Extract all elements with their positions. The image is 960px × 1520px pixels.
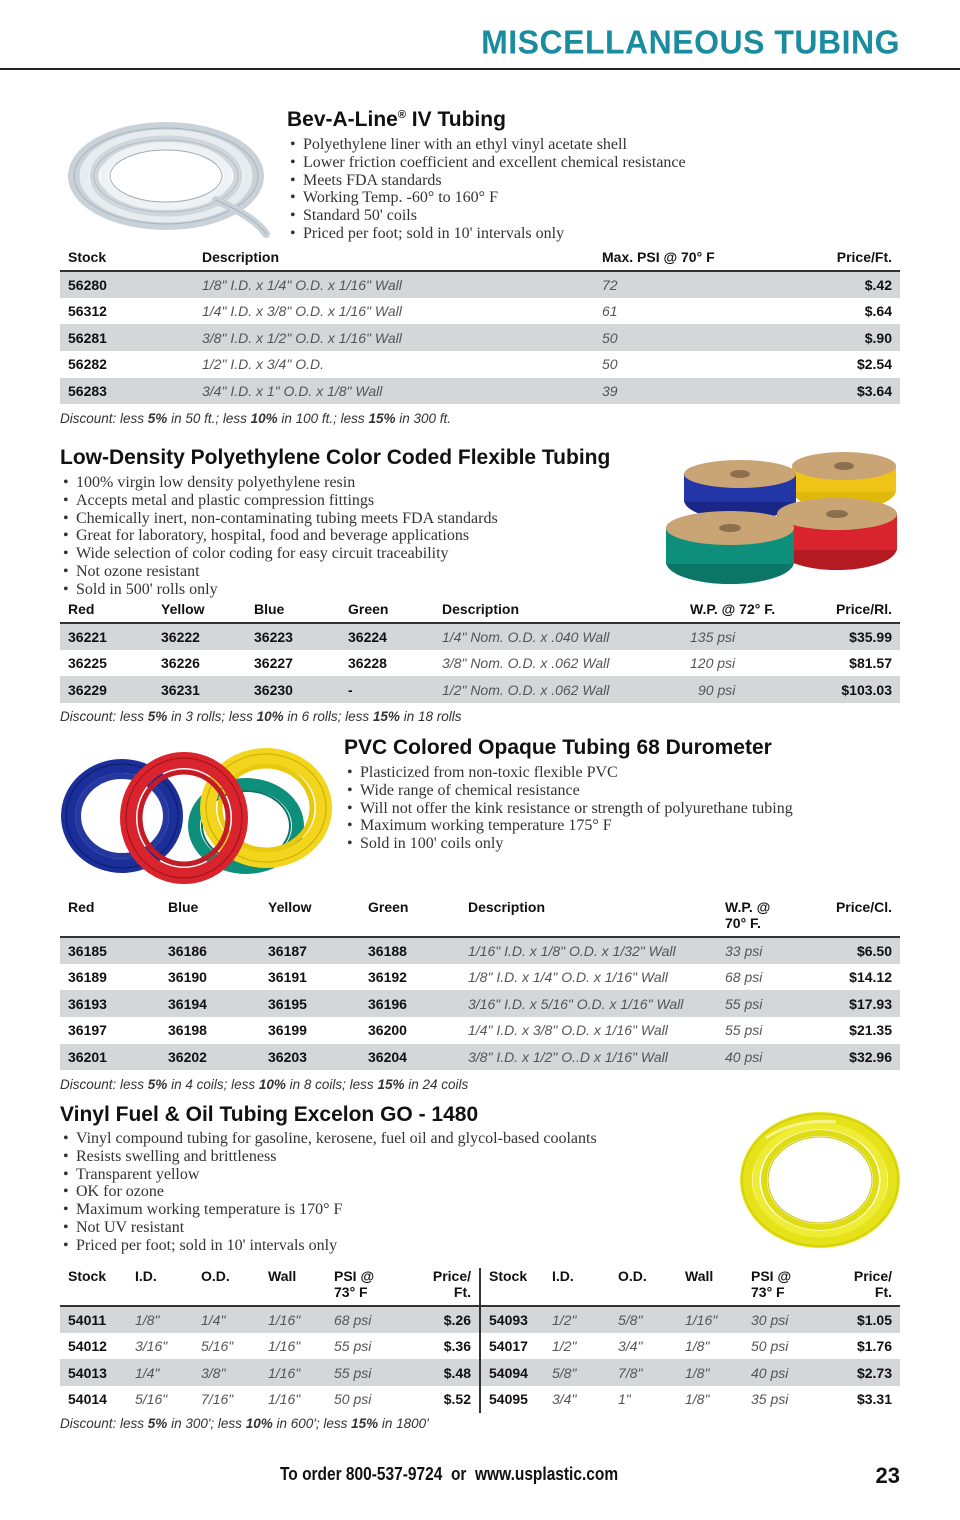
table-row: [60, 271, 900, 298]
description-cell: 3/4" I.D. x 1" O.D. x 1/8" Wall: [194, 378, 594, 405]
stock-cell: 56281: [60, 324, 194, 351]
list-item: • Priced per foot; sold in 10' intervals only: [290, 225, 686, 243]
green-stock-cell: 36224: [340, 623, 434, 650]
red-stock-cell: 36185: [60, 937, 160, 964]
table-row: [60, 324, 900, 351]
stock-cell: 54093: [480, 1306, 544, 1333]
outer-diameter-cell: 7/16": [201, 1391, 234, 1408]
psi-cell: 50: [594, 324, 764, 351]
list-item: • Meets FDA standards: [290, 172, 686, 190]
column-header: Blue: [160, 899, 260, 937]
inner-diameter-cell: 1/2": [544, 1306, 610, 1333]
description-cell: 1/4" Nom. O.D. x .040 Wall: [434, 623, 682, 650]
column-header: Price/Rl.: [800, 601, 900, 623]
price-cell: $.64: [864, 303, 892, 320]
list-item: • Sold in 100' coils only: [347, 835, 793, 853]
price-cell: $3.64: [764, 378, 900, 405]
list-item: • OK for ozone: [63, 1183, 597, 1201]
stock-cell: 54011: [60, 1306, 127, 1333]
column-header: Stock: [60, 249, 194, 271]
price-cell: $3.31: [856, 1391, 892, 1408]
working-pressure-cell: 33 psi: [717, 937, 812, 964]
green-stock-cell: 36188: [360, 937, 460, 964]
column-header: Wall: [677, 1268, 743, 1306]
pvc-feature-list: [347, 764, 793, 853]
vinyl-price-table: [60, 1268, 900, 1413]
stock-cell: 56282: [68, 356, 107, 373]
list-item: • Chemically inert, non-contaminating tubing meets FDA standards: [63, 510, 498, 528]
column-header: Stock: [60, 1268, 127, 1306]
page-header: [0, 0, 960, 72]
list-item: • Great for laboratory, hospital, food and beverage applications: [63, 527, 498, 545]
vinyl-section-title: Vinyl Fuel & Oil Tubing Excelon GO - 1480: [60, 1103, 479, 1126]
column-header-line: W.P. @: [725, 899, 771, 915]
green-stock-cell: -: [340, 676, 434, 703]
blue-stock-cell: 36202: [160, 1044, 260, 1071]
column-header-line: Ft.: [453, 1284, 471, 1300]
psi-cell: 55 psi: [326, 1359, 398, 1386]
ldpe-discount-note: Discount: less 5% in 3 rolls; less 10% in 6 rolls; less 15% in 18 rolls: [60, 709, 462, 724]
column-header: Yellow: [153, 601, 246, 623]
column-header: O.D.: [193, 1268, 260, 1306]
stock-cell: 54017: [489, 1338, 528, 1355]
red-stock-cell: 36197: [68, 1022, 107, 1039]
psi-cell: 30 psi: [743, 1306, 815, 1333]
working-pressure-cell: 90 psi: [682, 676, 800, 703]
yellow-fuel-tubing-coil-image: [736, 1108, 902, 1252]
description-cell: 3/16" I.D. x 5/16" O.D. x 1/16" Wall: [460, 990, 717, 1017]
yellow-stock-cell: 36199: [268, 1022, 307, 1039]
page-title: MISCELLANEOUS TUBING: [481, 23, 900, 61]
column-header: Green: [340, 601, 434, 623]
price-cell: $.36: [398, 1333, 480, 1360]
column-header: Description: [434, 601, 682, 623]
pvc-discount-note: Discount: less 5% in 4 coils; less 10% in 8 coils; less 15% in 24 coils: [60, 1077, 469, 1092]
stock-cell: 54014: [68, 1391, 107, 1408]
pvc-tubing-coils-image: [60, 738, 332, 888]
stock-cell: 54095: [489, 1391, 528, 1408]
description-cell: 3/8" Nom. O.D. x .062 Wall: [442, 655, 610, 672]
table-row: [60, 990, 900, 1017]
list-item: • Not UV resistant: [63, 1219, 597, 1237]
column-header: [398, 1268, 480, 1306]
table-header-row: [60, 1268, 900, 1306]
inner-diameter-cell: 1/4": [127, 1359, 193, 1386]
stock-cell: 56283: [60, 378, 194, 405]
list-item: • Priced per foot; sold in 10' intervals only: [63, 1237, 597, 1255]
price-cell: $17.93: [812, 990, 900, 1017]
description-cell: 1/4" I.D. x 3/8" O.D. x 1/16" Wall: [202, 303, 402, 320]
list-item: • Wide range of chemical resistance: [347, 782, 793, 800]
vinyl-discount-note: Discount: less 5% in 300'; less 10% in 600'; less 15% in 1800': [60, 1416, 429, 1431]
bev-price-table: [60, 249, 900, 404]
clear-tubing-coil-image: [66, 108, 272, 238]
price-cell: $2.54: [856, 356, 892, 373]
psi-cell: 50: [602, 356, 618, 373]
table-row: [60, 1306, 900, 1333]
blue-stock-cell: 36230: [246, 676, 340, 703]
description-cell: 1/16" I.D. x 1/8" O.D. x 1/32" Wall: [460, 937, 717, 964]
green-stock-cell: 36192: [368, 969, 407, 986]
ldpe-price-table: [60, 601, 900, 703]
table-row: [60, 1359, 900, 1386]
description-cell: 1/2" Nom. O.D. x .062 Wall: [434, 676, 682, 703]
column-header-line: 73° F: [334, 1284, 368, 1300]
red-stock-cell: 36189: [68, 969, 107, 986]
outer-diameter-cell: 7/8": [610, 1359, 677, 1386]
pvc-section-title: PVC Colored Opaque Tubing 68 Durometer: [344, 736, 772, 759]
column-header: Green: [360, 899, 460, 937]
list-item: • Polyethylene liner with an ethyl vinyl acetate shell: [290, 136, 686, 154]
column-header: [326, 1268, 398, 1306]
outer-diameter-cell: 1/4": [193, 1306, 260, 1333]
table-row: [60, 298, 900, 325]
description-cell: 3/8" I.D. x 1/2" O.D. x 1/16" Wall: [194, 324, 594, 351]
inner-diameter-cell: 1/8": [127, 1306, 193, 1333]
description-cell: 1/2" I.D. x 3/4" O.D.: [202, 356, 324, 373]
column-header: [717, 899, 812, 937]
column-header: [743, 1268, 815, 1306]
list-item: • Standard 50' coils: [290, 207, 686, 225]
wall-cell: 1/16": [677, 1306, 743, 1333]
psi-cell: 72: [594, 271, 764, 298]
working-pressure-cell: 135 psi: [682, 623, 800, 650]
column-header: Stock: [480, 1268, 544, 1306]
yellow-stock-cell: 36195: [260, 990, 360, 1017]
blue-stock-cell: 36198: [168, 1022, 207, 1039]
column-header: Yellow: [260, 899, 360, 937]
outer-diameter-cell: 3/4": [618, 1338, 643, 1355]
table-row: [60, 650, 900, 677]
wall-cell: 1/8": [685, 1391, 710, 1408]
list-item: • Maximum working temperature 175° F: [347, 817, 793, 835]
bev-feature-list: [290, 136, 686, 243]
description-cell: 1/8" I.D. x 1/4" O.D. x 1/16" Wall: [468, 969, 668, 986]
price-cell: $.26: [398, 1306, 480, 1333]
ldpe-section-title: Low-Density Polyethylene Color Coded Flexible Tubing: [60, 446, 611, 469]
outer-diameter-cell: 3/8": [193, 1359, 260, 1386]
column-header-line: Price/: [432, 1268, 471, 1284]
column-header-line: 70° F.: [725, 915, 761, 931]
price-cell: $6.50: [812, 937, 900, 964]
working-pressure-cell: 40 psi: [717, 1044, 812, 1071]
list-item: • 100% virgin low density polyethylene resin: [63, 474, 498, 492]
wall-cell: 1/8": [677, 1359, 743, 1386]
bev-section-title: Bev-A-Line® IV Tubing: [287, 108, 506, 131]
description-cell: 1/8" I.D. x 1/4" O.D. x 1/16" Wall: [194, 271, 594, 298]
header-divider: [0, 68, 960, 70]
stock-cell: 54094: [480, 1359, 544, 1386]
working-pressure-cell: 68 psi: [725, 969, 763, 986]
list-item: • Sold in 500' rolls only: [63, 581, 498, 599]
blue-stock-cell: 36186: [160, 937, 260, 964]
psi-cell: 61: [602, 303, 618, 320]
list-item: • Vinyl compound tubing for gasoline, kerosene, fuel oil and glycol-based coolants: [63, 1130, 597, 1148]
yellow-stock-cell: 36191: [268, 969, 307, 986]
column-header: I.D.: [544, 1268, 610, 1306]
order-info: [280, 1464, 618, 1485]
psi-cell: 40 psi: [743, 1359, 815, 1386]
price-cell: $1.05: [815, 1306, 900, 1333]
psi-cell: 68 psi: [326, 1306, 398, 1333]
outer-diameter-cell: 5/8": [610, 1306, 677, 1333]
list-item: • Transparent yellow: [63, 1166, 597, 1184]
list-item: • Not ozone resistant: [63, 563, 498, 581]
column-header: Description: [460, 899, 717, 937]
psi-cell: 50 psi: [751, 1338, 789, 1355]
column-header: Wall: [260, 1268, 326, 1306]
yellow-stock-cell: 36222: [153, 623, 246, 650]
inner-diameter-cell: 5/16": [135, 1391, 168, 1408]
table-row: [60, 676, 900, 703]
column-header-line: PSI @: [751, 1268, 792, 1284]
column-header: O.D.: [610, 1268, 677, 1306]
table-row: [60, 378, 900, 405]
bev-discount-note: Discount: less 5% in 50 ft.; less 10% in 100 ft.; less 15% in 300 ft.: [60, 411, 452, 426]
price-cell: $.42: [764, 271, 900, 298]
column-header: Red: [60, 899, 160, 937]
red-stock-cell: 36201: [60, 1044, 160, 1071]
outer-diameter-cell: 1": [618, 1391, 631, 1408]
green-stock-cell: 36228: [348, 655, 387, 672]
price-cell: $21.35: [849, 1022, 892, 1039]
description-cell: 3/8" I.D. x 1/2" O..D x 1/16" Wall: [460, 1044, 717, 1071]
green-stock-cell: 36204: [360, 1044, 460, 1071]
website-link[interactable]: www.usplastic.com: [475, 1464, 619, 1484]
price-cell: $103.03: [800, 676, 900, 703]
vinyl-feature-list: [63, 1130, 597, 1255]
wall-cell: 1/16": [260, 1306, 326, 1333]
column-header: I.D.: [127, 1268, 193, 1306]
column-header-line: Price/: [853, 1268, 892, 1284]
column-header-line: 73° F: [751, 1284, 785, 1300]
table-row: [60, 623, 900, 650]
price-cell: $81.57: [849, 655, 892, 672]
green-stock-cell: 36200: [368, 1022, 407, 1039]
column-header: Price/Ft.: [764, 249, 900, 271]
price-cell: $32.96: [812, 1044, 900, 1071]
order-or: or: [450, 1464, 467, 1484]
blue-stock-cell: 36190: [168, 969, 207, 986]
list-item: • Accepts metal and plastic compression fittings: [63, 492, 498, 510]
ldpe-feature-list: [63, 474, 498, 599]
list-item: • Will not offer the kink resistance or strength of polyurethane tubing: [347, 800, 793, 818]
yellow-stock-cell: 36231: [153, 676, 246, 703]
stock-cell: 56312: [68, 303, 107, 320]
color-coded-tubing-rolls-image: [662, 448, 902, 586]
working-pressure-cell: 55 psi: [717, 990, 812, 1017]
table-row: [60, 1044, 900, 1071]
table-row: [60, 964, 900, 991]
column-header-line: Ft.: [874, 1284, 892, 1300]
blue-stock-cell: 36227: [254, 655, 293, 672]
wall-cell: 1/16": [268, 1391, 301, 1408]
inner-diameter-cell: 1/2": [552, 1338, 577, 1355]
table-row: [60, 1333, 900, 1360]
list-item: • Working Temp. -60° to 160° F: [290, 189, 686, 207]
inner-diameter-cell: 5/8": [544, 1359, 610, 1386]
table-header-row: [60, 899, 900, 937]
price-cell: $.52: [398, 1386, 480, 1413]
stock-cell: 54012: [68, 1338, 107, 1355]
column-header: W.P. @ 72° F.: [682, 601, 800, 623]
pvc-price-table: [60, 899, 900, 1070]
column-header: Max. PSI @ 70° F: [594, 249, 764, 271]
wall-cell: 1/16": [260, 1359, 326, 1386]
column-header: Description: [194, 249, 594, 271]
stock-cell: 54013: [60, 1359, 127, 1386]
red-stock-cell: 36229: [60, 676, 153, 703]
price-cell: $2.73: [815, 1359, 900, 1386]
red-stock-cell: 36221: [60, 623, 153, 650]
psi-cell: 39: [594, 378, 764, 405]
table-header-row: [60, 601, 900, 623]
column-header-line: PSI @: [334, 1268, 375, 1284]
list-item: • Maximum working temperature is 170° F: [63, 1201, 597, 1219]
price-cell: $14.12: [849, 969, 892, 986]
psi-cell: 35 psi: [751, 1391, 789, 1408]
yellow-stock-cell: 36203: [260, 1044, 360, 1071]
price-cell: $.90: [764, 324, 900, 351]
page-number: 23: [875, 1463, 900, 1488]
list-item: • Resists swelling and brittleness: [63, 1148, 597, 1166]
psi-cell: 50 psi: [334, 1391, 372, 1408]
working-pressure-cell: 55 psi: [725, 1022, 763, 1039]
blue-stock-cell: 36194: [160, 990, 260, 1017]
stock-cell: 56280: [60, 271, 194, 298]
order-phone: To order 800-537-9724: [280, 1464, 443, 1484]
table-row: [60, 1017, 900, 1044]
yellow-stock-cell: 36226: [161, 655, 200, 672]
table-row: [60, 351, 900, 378]
table-row: [60, 1386, 900, 1413]
inner-diameter-cell: 3/4": [552, 1391, 577, 1408]
description-cell: 1/4" I.D. x 3/8" O.D. x 1/16" Wall: [468, 1022, 668, 1039]
table-row: [60, 937, 900, 964]
column-header: [815, 1268, 900, 1306]
red-stock-cell: 36193: [60, 990, 160, 1017]
list-item: • Lower friction coefficient and excellent chemical resistance: [290, 154, 686, 172]
table-header-row: [60, 249, 900, 271]
wall-cell: 1/8": [685, 1338, 710, 1355]
yellow-stock-cell: 36187: [260, 937, 360, 964]
wall-cell: 1/16": [268, 1338, 301, 1355]
price-cell: $1.76: [856, 1338, 892, 1355]
column-header: Red: [60, 601, 153, 623]
red-stock-cell: 36225: [68, 655, 107, 672]
outer-diameter-cell: 5/16": [201, 1338, 234, 1355]
psi-cell: 55 psi: [334, 1338, 372, 1355]
list-item: • Wide selection of color coding for easy circuit traceability: [63, 545, 498, 563]
green-stock-cell: 36196: [360, 990, 460, 1017]
working-pressure-cell: 120 psi: [690, 655, 736, 672]
price-cell: $35.99: [800, 623, 900, 650]
inner-diameter-cell: 3/16": [135, 1338, 168, 1355]
column-header: Price/Cl.: [812, 899, 900, 937]
list-item: • Plasticized from non-toxic flexible PVC: [347, 764, 793, 782]
blue-stock-cell: 36223: [246, 623, 340, 650]
price-cell: $.48: [398, 1359, 480, 1386]
column-header: Blue: [246, 601, 340, 623]
